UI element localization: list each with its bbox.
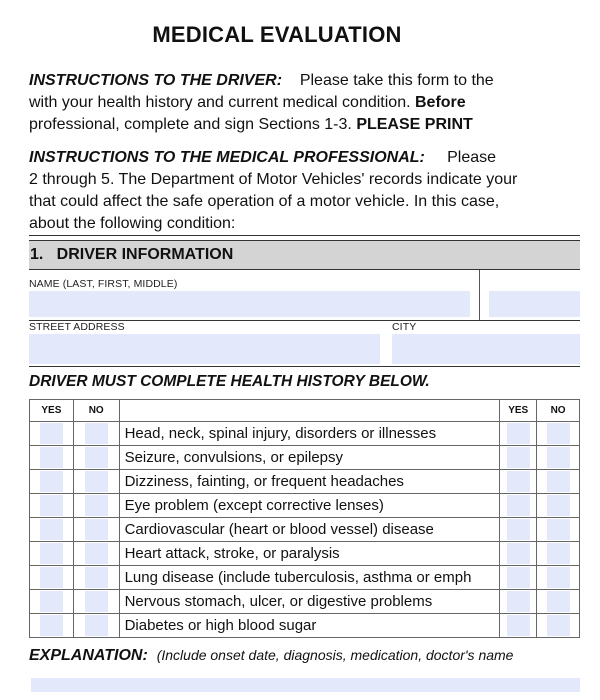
explanation-label: EXPLANATION:	[29, 647, 148, 664]
yes-checkbox[interactable]	[507, 567, 530, 588]
form-title: MEDICAL EVALUATION	[152, 22, 402, 47]
explanation	[29, 647, 513, 665]
professional-instructions-text-2: 2 through 5. The Department of Motor Vehicles' records indicate your	[29, 171, 518, 188]
yes-checkbox[interactable]	[40, 423, 63, 444]
explanation-hint: (Include onset date, diagnosis, medication, doctor's name	[156, 647, 514, 663]
no-checkbox[interactable]	[85, 495, 108, 516]
yes-column-header: YES	[30, 400, 74, 422]
name-field[interactable]	[29, 291, 470, 317]
no-checkbox[interactable]	[85, 471, 108, 492]
field-divider	[479, 270, 480, 320]
health-history-header-row	[30, 400, 580, 422]
yes-checkbox[interactable]	[40, 543, 63, 564]
no-checkbox[interactable]	[547, 543, 570, 564]
yes-cell	[30, 446, 74, 470]
professional-instructions	[29, 147, 589, 235]
street-address-field[interactable]	[29, 334, 380, 364]
condition-label: Head, neck, spinal injury, disorders or illnesses	[119, 422, 500, 446]
no-cell	[73, 518, 119, 542]
professional-instructions-heading: INSTRUCTIONS TO THE MEDICAL PROFESSIONAL:	[29, 149, 425, 166]
table-row	[30, 614, 580, 638]
table-row	[30, 590, 580, 614]
professional-instructions-text-1: Please	[447, 149, 497, 166]
yes-checkbox[interactable]	[507, 495, 530, 516]
yes-cell	[30, 614, 74, 638]
divider	[29, 235, 580, 236]
yes-cell	[30, 518, 74, 542]
yes-cell-right	[500, 566, 537, 590]
yes-cell-right	[500, 470, 537, 494]
professional-instructions-text-3: that could affect the safe operation of a motor vehicle. In this case,	[29, 193, 500, 210]
yes-checkbox[interactable]	[40, 519, 63, 540]
no-checkbox[interactable]	[85, 567, 108, 588]
condition-label: Cardiovascular (heart or blood vessel) disease	[119, 518, 500, 542]
no-checkbox[interactable]	[85, 591, 108, 612]
health-history-title: DRIVER MUST COMPLETE HEALTH HISTORY BELOW.	[29, 373, 430, 390]
no-checkbox[interactable]	[547, 615, 570, 636]
no-checkbox[interactable]	[547, 423, 570, 444]
table-row	[30, 566, 580, 590]
no-column-header: NO	[73, 400, 119, 422]
no-cell	[73, 494, 119, 518]
driver-instructions-please-print: PLEASE PRINT	[356, 116, 473, 133]
yes-checkbox[interactable]	[507, 591, 530, 612]
yes-cell-right	[500, 614, 537, 638]
yes-checkbox[interactable]	[40, 591, 63, 612]
no-cell-right	[537, 470, 580, 494]
driver-instructions-text-3: professional, complete and sign Sections 1-3.	[29, 116, 352, 133]
condition-label: Nervous stomach, ulcer, or digestive problems	[119, 590, 500, 614]
yes-cell-right	[500, 494, 537, 518]
yes-cell-right	[500, 446, 537, 470]
no-checkbox[interactable]	[547, 495, 570, 516]
table-row	[30, 518, 580, 542]
yes-checkbox[interactable]	[507, 615, 530, 636]
yes-checkbox[interactable]	[40, 447, 63, 468]
yes-checkbox[interactable]	[40, 495, 63, 516]
condition-label: Seizure, convulsions, or epilepsy	[119, 446, 500, 470]
yes-checkbox[interactable]	[40, 471, 63, 492]
no-checkbox[interactable]	[547, 519, 570, 540]
yes-checkbox[interactable]	[507, 519, 530, 540]
yes-cell	[30, 494, 74, 518]
no-checkbox[interactable]	[85, 423, 108, 444]
name-label: NAME (LAST, FIRST, MIDDLE)	[29, 278, 178, 290]
yes-cell	[30, 542, 74, 566]
yes-cell	[30, 566, 74, 590]
yes-cell-right	[500, 542, 537, 566]
yes-checkbox[interactable]	[507, 423, 530, 444]
driver-instructions-before: Before	[414, 94, 466, 111]
no-cell	[73, 614, 119, 638]
yes-cell	[30, 470, 74, 494]
no-cell-right	[537, 422, 580, 446]
no-cell-right	[537, 542, 580, 566]
section-1-title: 1. DRIVER INFORMATION	[30, 246, 234, 263]
table-row	[30, 446, 580, 470]
yes-column-header: YES	[500, 400, 537, 422]
table-row	[30, 494, 580, 518]
no-checkbox[interactable]	[547, 591, 570, 612]
no-cell	[73, 542, 119, 566]
yes-checkbox[interactable]	[40, 615, 63, 636]
no-checkbox[interactable]	[85, 615, 108, 636]
name-field-extra[interactable]	[489, 291, 580, 317]
yes-cell	[30, 590, 74, 614]
no-cell-right	[537, 446, 580, 470]
condition-label: Eye problem (except corrective lenses)	[119, 494, 500, 518]
no-cell-right	[537, 566, 580, 590]
driver-instructions-text-1: Please take this form to the	[299, 72, 494, 89]
yes-cell-right	[500, 422, 537, 446]
table-row	[30, 422, 580, 446]
yes-cell	[30, 422, 74, 446]
no-cell	[73, 590, 119, 614]
divider	[29, 366, 580, 367]
driver-instructions-text-2: with your health history and current medical condition.	[29, 94, 411, 111]
condition-label: Dizziness, fainting, or frequent headaches	[119, 470, 500, 494]
condition-label: Heart attack, stroke, or paralysis	[119, 542, 500, 566]
yes-checkbox[interactable]	[40, 567, 63, 588]
no-checkbox[interactable]	[85, 519, 108, 540]
no-checkbox[interactable]	[547, 447, 570, 468]
driver-instructions	[29, 70, 589, 136]
city-field[interactable]	[392, 334, 580, 364]
no-checkbox[interactable]	[547, 567, 570, 588]
yes-cell-right	[500, 590, 537, 614]
table-row	[30, 470, 580, 494]
no-cell-right	[537, 614, 580, 638]
explanation-field[interactable]	[31, 678, 580, 692]
no-cell	[73, 422, 119, 446]
condition-column-header	[119, 400, 500, 422]
health-history-table	[29, 399, 580, 638]
driver-instructions-heading: INSTRUCTIONS TO THE DRIVER:	[29, 72, 283, 89]
yes-checkbox[interactable]	[507, 447, 530, 468]
condition-label: Diabetes or high blood sugar	[119, 614, 500, 638]
professional-instructions-text-4: about the following condition:	[29, 215, 236, 232]
no-cell-right	[537, 494, 580, 518]
no-cell	[73, 566, 119, 590]
yes-checkbox[interactable]	[507, 543, 530, 564]
no-column-header: NO	[537, 400, 580, 422]
table-row	[30, 542, 580, 566]
city-label: CITY	[392, 321, 417, 333]
no-checkbox[interactable]	[85, 543, 108, 564]
yes-cell-right	[500, 518, 537, 542]
section-1-header	[29, 240, 580, 270]
no-cell	[73, 470, 119, 494]
street-address-label: STREET ADDRESS	[29, 321, 125, 333]
no-checkbox[interactable]	[85, 447, 108, 468]
no-checkbox[interactable]	[547, 471, 570, 492]
yes-checkbox[interactable]	[507, 471, 530, 492]
no-cell-right	[537, 518, 580, 542]
no-cell-right	[537, 590, 580, 614]
no-cell	[73, 446, 119, 470]
condition-label: Lung disease (include tuberculosis, asthma or emph	[119, 566, 500, 590]
